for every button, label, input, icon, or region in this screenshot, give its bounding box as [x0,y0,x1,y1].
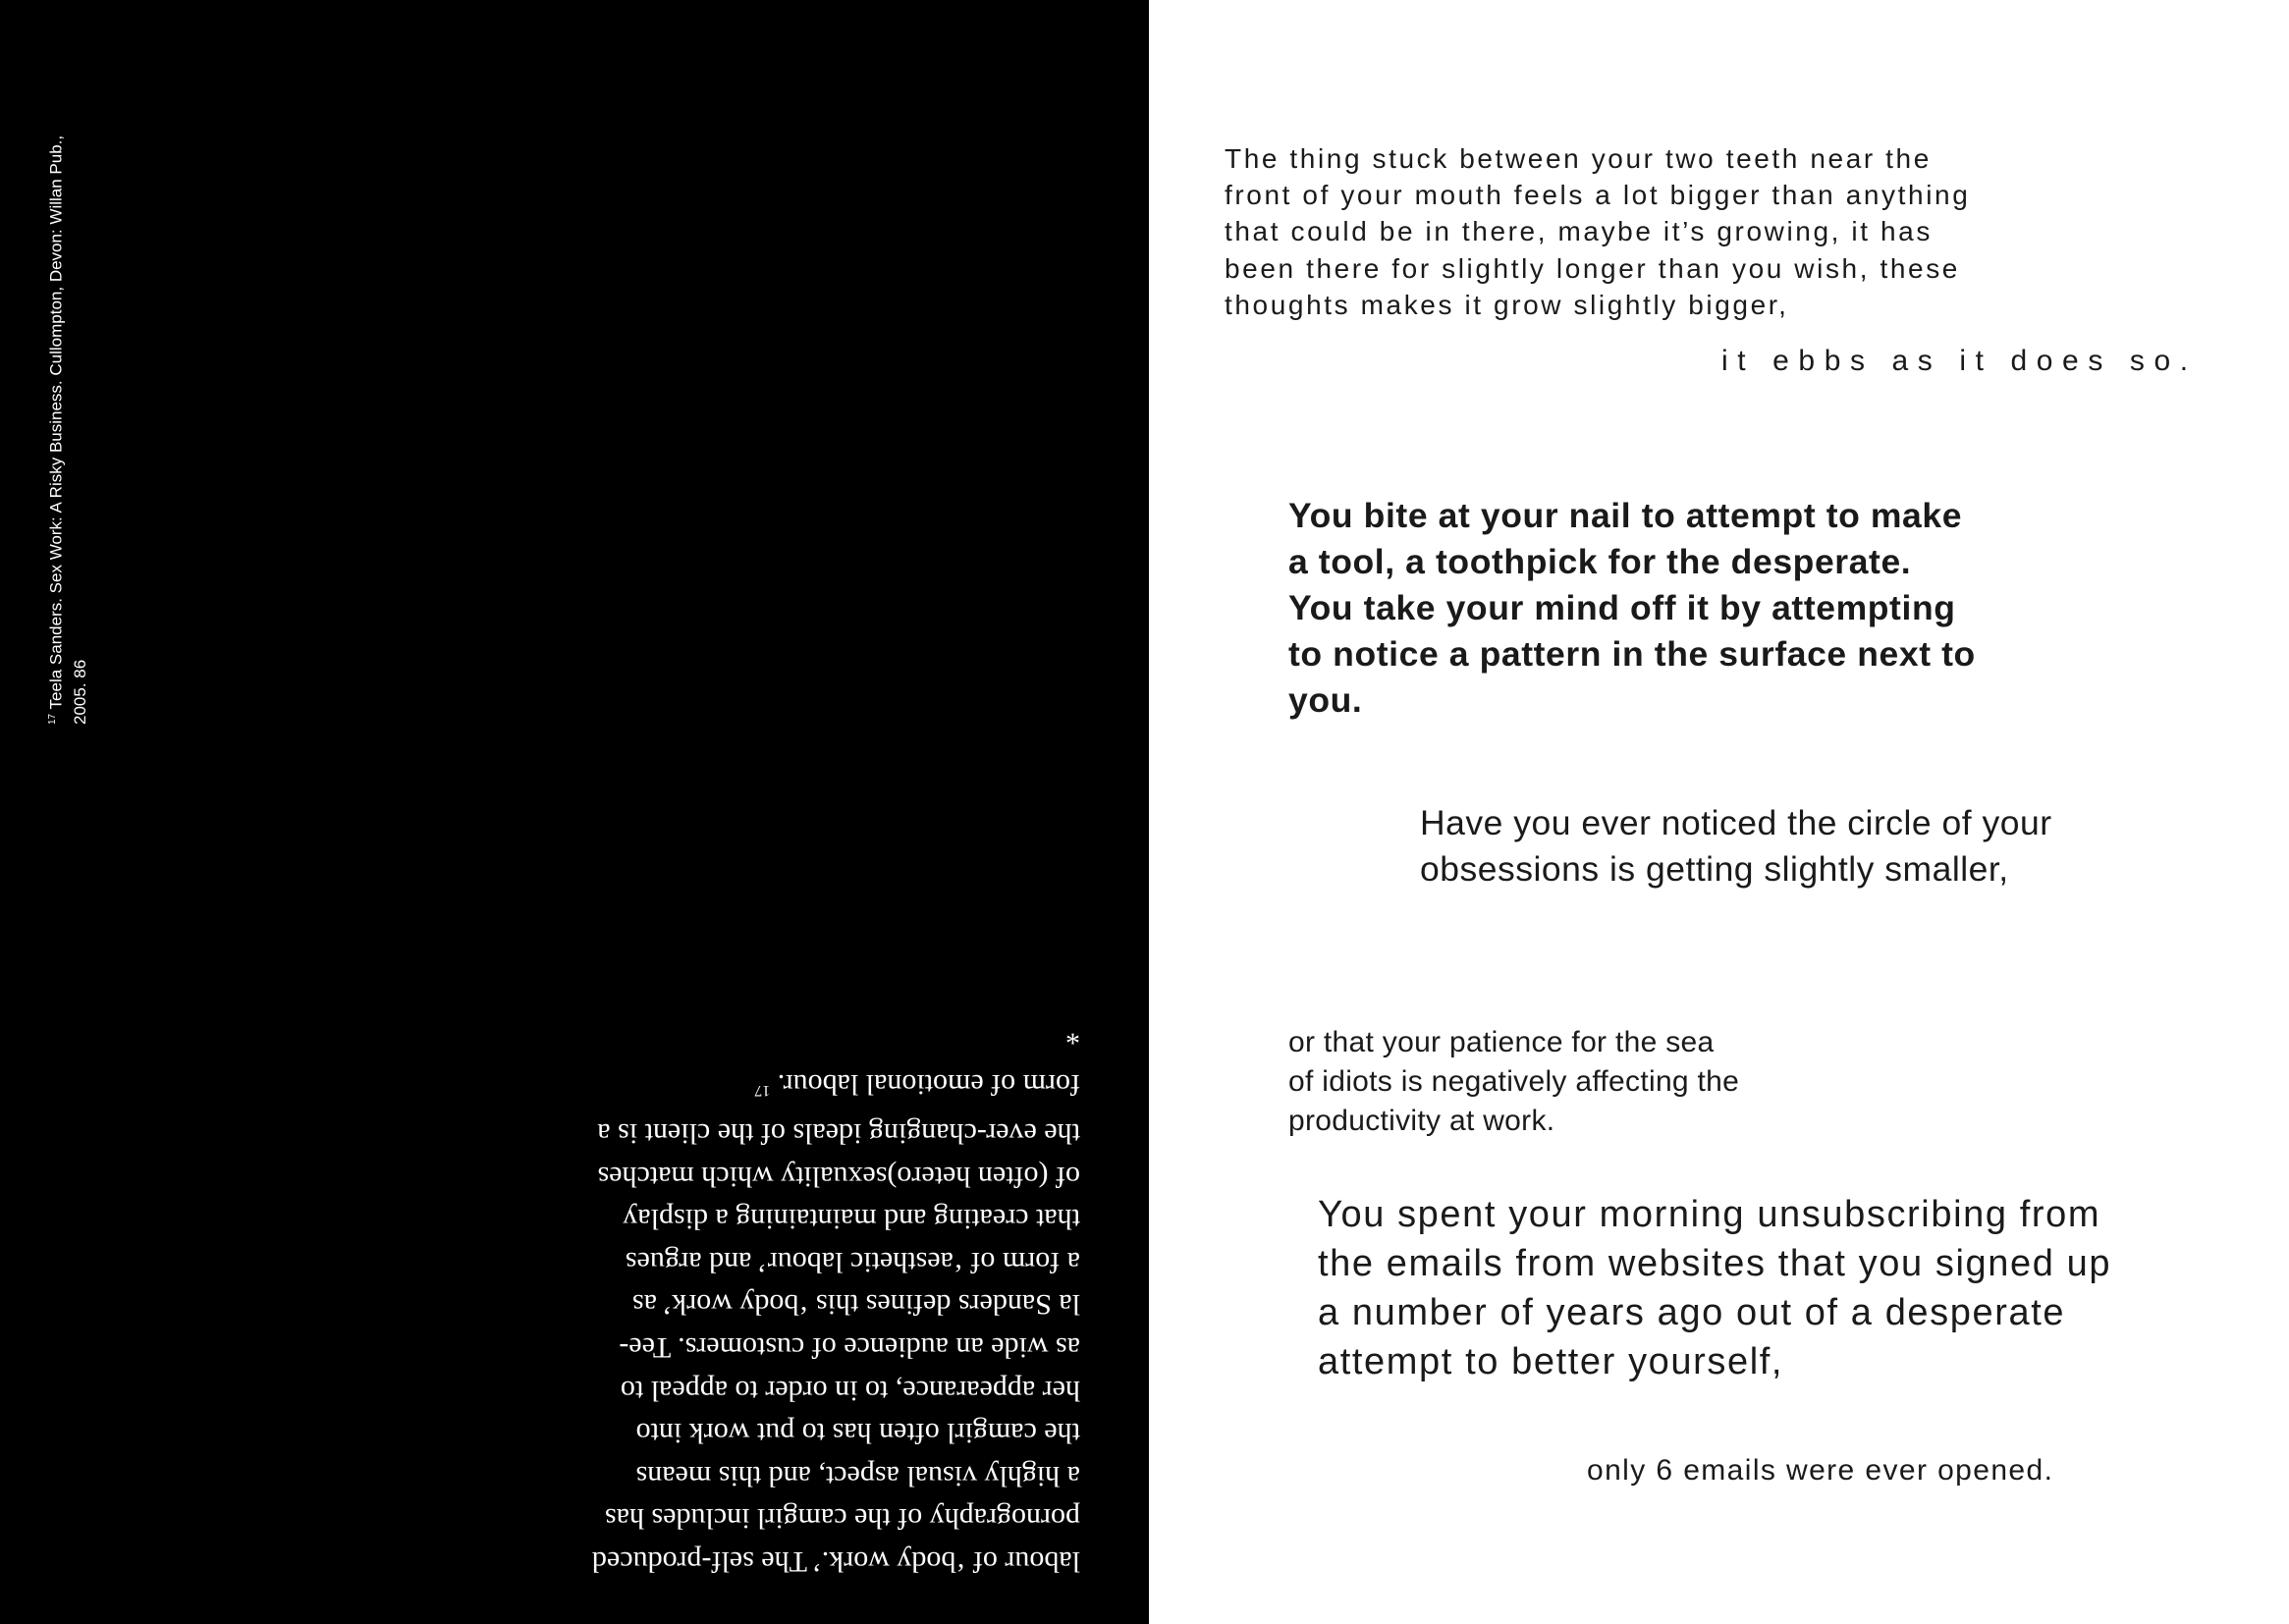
inverted-last-line [471,1063,1080,1112]
inverted-line: that creating and maintaining a display [623,1203,1080,1236]
asterisk-marker: * [1065,1017,1080,1051]
inverted-line: la Sanders defines this ‘body work’ as [631,1288,1080,1322]
footnote-line-2: 2005. 86 [70,659,89,725]
paragraph-tooth [1225,140,1970,323]
paragraph-line: that could be in there, maybe it’s growing, it has [1225,216,1933,247]
paragraph-nail [1288,493,1976,724]
footnote-marker: 17 [47,713,58,725]
inverted-line: the camgirl often has to put work into [635,1417,1080,1450]
inverted-line: a highly visual aspect, and this means [635,1459,1080,1492]
paragraph-line: productivity at work. [1288,1105,1555,1137]
paragraph-unsubscribing [1318,1190,2111,1386]
paragraph-line: to notice a pattern in the surface next to [1288,634,1976,674]
right-page [1149,0,2289,1624]
paragraph-line: a tool, a toothpick for the desperate. [1288,542,1912,581]
paragraph-line: obsessions is getting slightly smaller, [1420,849,2009,889]
paragraph-line: only 6 emails were ever opened. [1587,1454,2054,1487]
paragraph-line: been there for slightly longer than you wish, these [1225,252,1960,284]
paragraph-line: front of your mouth feels a lot bigger than anything [1225,180,1971,211]
inverted-line: the ever-changing ideals of the client is a [597,1117,1080,1151]
paragraph-line: of idiots is negatively affecting the [1288,1065,1740,1098]
paragraph-patience [1288,1023,1739,1141]
footnote-citation [41,37,92,725]
inverted-footnote-ref: 17 [754,1082,771,1100]
paragraph-line: or that your patience for the sea [1288,1026,1715,1058]
inverted-line: of (often hetero)sexuality which matches [597,1160,1080,1193]
inverted-text-block [471,1017,1080,1583]
paragraph-emails-opened [1587,1453,2053,1489]
inverted-line: pornography of the camgirl includes has [604,1502,1080,1536]
inverted-line: labour of ‘body work.’ The self-produced [591,1545,1080,1578]
paragraph-line: it ebbs as it does so. [1721,345,2198,377]
paragraph-line: the emails from websites that you signed up [1318,1243,2112,1284]
inverted-line: form of emotional labour. [777,1068,1080,1102]
paragraph-line: The thing stuck between your two teeth near the [1225,143,1932,174]
paragraph-line: Have you ever noticed the circle of your [1420,803,2052,842]
paragraph-line: You spent your morning unsubscribing from [1318,1194,2101,1235]
paragraph-line: a number of years ago out of a desperate [1318,1292,2066,1333]
paragraph-line: you. [1288,680,1363,720]
paragraph-ebbs [1721,344,2198,379]
paragraph-line: attempt to better yourself, [1318,1341,1784,1382]
paragraph-line: You take your mind off it by attempting [1288,588,1956,627]
footnote-line-1 [41,37,69,725]
inverted-line: her appearance, to in order to appeal to [620,1374,1080,1407]
paragraph-obsessions [1420,800,2052,893]
inverted-line: a form of ‘aesthetic labour’ and argues [625,1245,1080,1278]
paragraph-line: You bite at your nail to attempt to make [1288,496,1963,535]
footnote-text-1: Teela Sanders. Sex Work: A Risky Business. Cullompton, Devon: Willan Pub., [46,135,66,710]
paragraph-line: thoughts makes it grow slightly bigger, [1225,289,1789,320]
inverted-line: as wide an audience of customers. Tee- [619,1331,1080,1365]
